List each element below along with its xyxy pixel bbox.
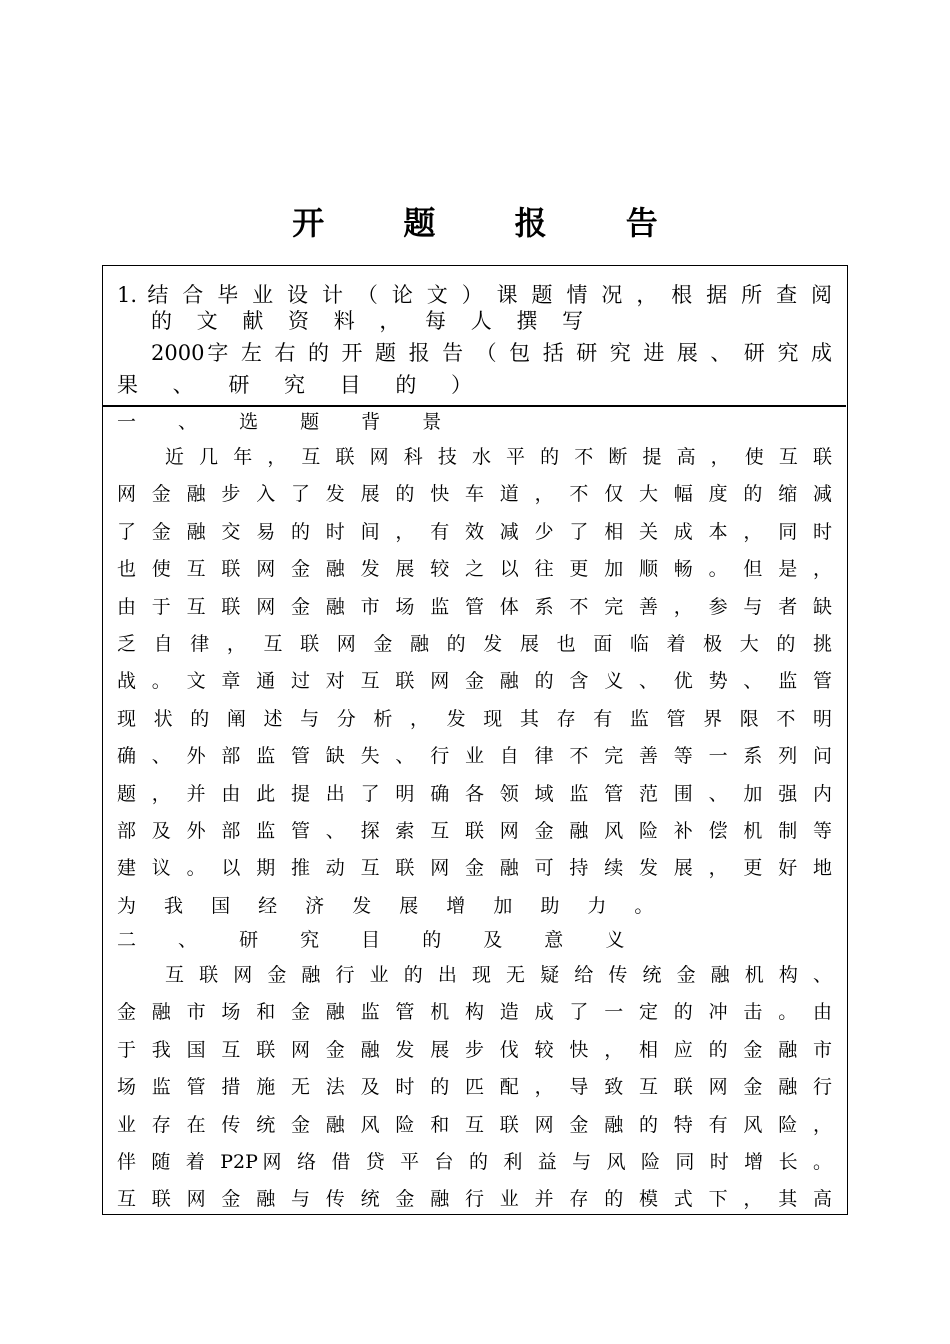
paragraph-line: 部 及 外 部 监 管 、 探 索 互 联 网 金 融 风 险 补 偿 机 制 等 — [117, 819, 832, 842]
report-form-frame — [102, 265, 848, 1215]
paragraph-line: 网 金 融 步 入 了 发 展 的 快 车 道 ， 不 仅 大 幅 度 的 缩 减 — [117, 483, 832, 506]
paragraph-line: 互 联 网 金 融 与 传 统 金 融 行 业 并 存 的 模 式 下 ， 其 高 — [117, 1188, 832, 1211]
paragraph-line: 场 监 管 措 施 无 法 及 时 的 匹 配 ， 导 致 互 联 网 金 融 行 — [117, 1076, 832, 1099]
paragraph-line: 业 存 在 传 统 金 融 风 险 和 互 联 网 金 融 的 特 有 风 险 ， — [117, 1113, 832, 1136]
paragraph-line: 也 使 互 联 网 金 融 发 展 较 之 以 往 更 加 顺 畅 。 但 是 ， — [117, 558, 832, 581]
paragraph-line: 题 ， 并 由 此 提 出 了 明 确 各 领 域 监 管 范 围 、 加 强 内 — [117, 782, 832, 805]
paragraph-line: 由 于 互 联 网 金 融 市 场 监 管 体 系 不 完 善 ， 参 与 者 缺 — [117, 595, 832, 618]
paragraph-line: 互 联 网 金 融 行 业 的 出 现 无 疑 给 传 统 金 融 机 构 、 — [165, 964, 832, 987]
paragraph-line: 金 融 市 场 和 金 融 监 管 机 构 造 成 了 一 定 的 冲 击 。 由 — [117, 1001, 832, 1024]
paragraph-line: 建 议 。 以 期 推 动 互 联 网 金 融 可 持 续 发 展 ， 更 好 地 — [117, 857, 832, 880]
paragraph-line: 现 状 的 阐 述 与 分 析 ， 发 现 其 存 有 监 管 界 限 不 明 — [117, 707, 832, 730]
instruction-line-2: 的 文 献 资 料 ， 每 人 撰 写 — [151, 309, 593, 333]
paragraph-line: 确 、 外 部 监 管 缺 失 、 行 业 自 律 不 完 善 等 一 系 列 问 — [117, 745, 832, 768]
paragraph-line: 乏 自 律 ， 互 联 网 金 融 的 发 展 也 面 临 着 极 大 的 挑 — [117, 632, 832, 655]
instruction-line-4: 果 、 研 究 目 的 ） — [117, 373, 487, 397]
page-title: 开 题 报 告 — [292, 204, 692, 242]
paragraph-line: 了 金 融 交 易 的 时 间 ， 有 效 减 少 了 相 关 成 本 ， 同 时 — [117, 520, 832, 543]
report-body-cell — [103, 407, 846, 1219]
paragraph-line: 于 我 国 互 联 网 金 融 发 展 步 伐 较 快 ， 相 应 的 金 融 市 — [117, 1038, 832, 1061]
paragraph-line: 战 。 文 章 通 过 对 互 联 网 金 融 的 含 义 、 优 势 、 监 管 — [117, 670, 832, 693]
instruction-header-cell — [103, 266, 846, 407]
instruction-line-3: 2000字 左 右 的 开 题 报 告 （ 包 括 研 究 进 展 、 研 究 成 — [151, 341, 832, 365]
section-heading-background: 一 、 选 题 背 景 — [117, 411, 460, 433]
section-heading-purpose: 二 、 研 究 目 的 及 意 义 — [117, 929, 643, 952]
paragraph-line: 为 我 国 经 济 发 展 增 加 助 力 。 — [117, 894, 665, 917]
paragraph-line: 伴 随 着 P2P网 络 借 贷 平 台 的 利 益 与 风 险 同 时 增 长 。 — [117, 1151, 832, 1174]
instruction-line-1: 1. 结 合 毕 业 设 计 （ 论 文 ） 课 题 情 况 ， 根 据 所 查 阅 — [117, 283, 832, 307]
paragraph-line: 近 几 年 ， 互 联 网 科 技 水 平 的 不 断 提 高 ， 使 互 联 — [165, 446, 832, 468]
